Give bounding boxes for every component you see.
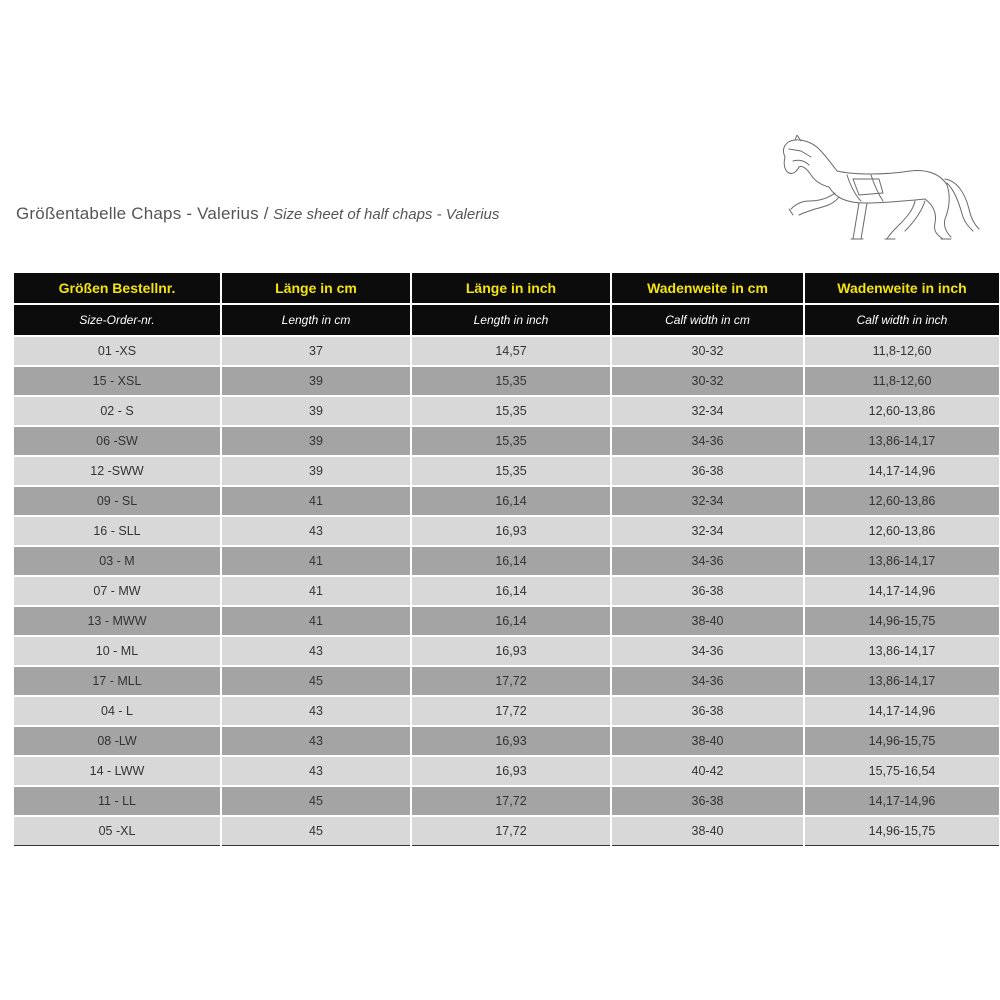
size-order-cell: 16 - SLL: [13, 516, 221, 546]
table-row: [13, 426, 1000, 456]
table-row: [13, 366, 1000, 396]
length-cm-cell: 39: [221, 366, 411, 396]
horse-sketch-icon: [775, 135, 980, 245]
size-order-cell: 06 -SW: [13, 426, 221, 456]
length-inch-cell: 16,14: [411, 576, 611, 606]
length-cm-cell: 45: [221, 666, 411, 696]
size-order-cell: 01 -XS: [13, 336, 221, 366]
calf-cm-cell: 34-36: [611, 636, 804, 666]
length-inch-cell: 16,93: [411, 726, 611, 756]
size-order-cell: 17 - MLL: [13, 666, 221, 696]
calf-inch-cell: 14,17-14,96: [804, 696, 1000, 726]
calf-inch-cell: 12,60-13,86: [804, 396, 1000, 426]
calf-inch-cell: 12,60-13,86: [804, 486, 1000, 516]
calf-inch-cell: 14,96-15,75: [804, 606, 1000, 636]
calf-cm-cell: 36-38: [611, 576, 804, 606]
calf-inch-cell: 12,60-13,86: [804, 516, 1000, 546]
calf-inch-cell: 13,86-14,17: [804, 636, 1000, 666]
length-inch-cell: 15,35: [411, 456, 611, 486]
calf-cm-cell: 40-42: [611, 756, 804, 786]
header-length-inch-de: Länge in inch: [411, 272, 611, 304]
title-german: Größentabelle Chaps - Valerius /: [16, 204, 269, 223]
length-inch-cell: 17,72: [411, 816, 611, 846]
length-cm-cell: 43: [221, 516, 411, 546]
length-cm-cell: 39: [221, 396, 411, 426]
header-row-german: [13, 272, 1000, 304]
calf-inch-cell: 13,86-14,17: [804, 666, 1000, 696]
length-cm-cell: 45: [221, 786, 411, 816]
header-length-inch-en: Length in inch: [411, 304, 611, 336]
table-row: [13, 726, 1000, 756]
size-order-cell: 04 - L: [13, 696, 221, 726]
calf-cm-cell: 32-34: [611, 396, 804, 426]
header-calf-cm-de: Wadenweite in cm: [611, 272, 804, 304]
header-calf-inch-en: Calf width in inch: [804, 304, 1000, 336]
calf-cm-cell: 36-38: [611, 456, 804, 486]
table-row: [13, 486, 1000, 516]
calf-cm-cell: 38-40: [611, 726, 804, 756]
length-cm-cell: 43: [221, 636, 411, 666]
table-row: [13, 666, 1000, 696]
page-title: [16, 204, 499, 224]
header-length-cm-de: Länge in cm: [221, 272, 411, 304]
length-cm-cell: 41: [221, 606, 411, 636]
length-inch-cell: 15,35: [411, 426, 611, 456]
length-cm-cell: 39: [221, 456, 411, 486]
table-row: [13, 696, 1000, 726]
table-row: [13, 336, 1000, 366]
table-row: [13, 786, 1000, 816]
size-order-cell: 10 - ML: [13, 636, 221, 666]
length-cm-cell: 37: [221, 336, 411, 366]
header-calf-cm-en: Calf width in cm: [611, 304, 804, 336]
calf-inch-cell: 13,86-14,17: [804, 426, 1000, 456]
size-order-cell: 09 - SL: [13, 486, 221, 516]
calf-cm-cell: 34-36: [611, 546, 804, 576]
calf-cm-cell: 38-40: [611, 816, 804, 846]
calf-inch-cell: 14,17-14,96: [804, 576, 1000, 606]
header-row-english: [13, 304, 1000, 336]
calf-inch-cell: 14,96-15,75: [804, 816, 1000, 846]
size-order-cell: 08 -LW: [13, 726, 221, 756]
calf-cm-cell: 32-34: [611, 516, 804, 546]
length-inch-cell: 15,35: [411, 366, 611, 396]
table-row: [13, 636, 1000, 666]
calf-cm-cell: 36-38: [611, 786, 804, 816]
table-row: [13, 756, 1000, 786]
size-order-cell: 02 - S: [13, 396, 221, 426]
title-english: Size sheet of half chaps - Valerius: [273, 206, 500, 223]
size-order-cell: 05 -XL: [13, 816, 221, 846]
length-cm-cell: 43: [221, 726, 411, 756]
length-inch-cell: 16,93: [411, 756, 611, 786]
length-cm-cell: 43: [221, 756, 411, 786]
calf-inch-cell: 14,17-14,96: [804, 456, 1000, 486]
header-size-order-de: Größen Bestellnr.: [13, 272, 221, 304]
length-cm-cell: 41: [221, 486, 411, 516]
size-order-cell: 13 - MWW: [13, 606, 221, 636]
length-inch-cell: 15,35: [411, 396, 611, 426]
length-cm-cell: 41: [221, 576, 411, 606]
calf-inch-cell: 11,8-12,60: [804, 336, 1000, 366]
size-order-cell: 03 - M: [13, 546, 221, 576]
length-inch-cell: 17,72: [411, 786, 611, 816]
size-order-cell: 15 - XSL: [13, 366, 221, 396]
length-cm-cell: 45: [221, 816, 411, 846]
size-order-cell: 07 - MW: [13, 576, 221, 606]
table-row: [13, 456, 1000, 486]
calf-cm-cell: 34-36: [611, 666, 804, 696]
calf-inch-cell: 13,86-14,17: [804, 546, 1000, 576]
table-row: [13, 576, 1000, 606]
length-inch-cell: 16,93: [411, 636, 611, 666]
calf-cm-cell: 36-38: [611, 696, 804, 726]
length-inch-cell: 14,57: [411, 336, 611, 366]
calf-cm-cell: 34-36: [611, 426, 804, 456]
calf-inch-cell: 14,17-14,96: [804, 786, 1000, 816]
length-inch-cell: 17,72: [411, 696, 611, 726]
calf-inch-cell: 11,8-12,60: [804, 366, 1000, 396]
table-row: [13, 546, 1000, 576]
length-inch-cell: 17,72: [411, 666, 611, 696]
size-order-cell: 11 - LL: [13, 786, 221, 816]
size-order-cell: 14 - LWW: [13, 756, 221, 786]
header-calf-inch-de: Wadenweite in inch: [804, 272, 1000, 304]
size-table: [12, 271, 1000, 846]
calf-cm-cell: 32-34: [611, 486, 804, 516]
calf-cm-cell: 38-40: [611, 606, 804, 636]
length-inch-cell: 16,14: [411, 486, 611, 516]
length-cm-cell: 39: [221, 426, 411, 456]
calf-inch-cell: 14,96-15,75: [804, 726, 1000, 756]
table-row: [13, 396, 1000, 426]
size-order-cell: 12 -SWW: [13, 456, 221, 486]
header-size-order-en: Size-Order-nr.: [13, 304, 221, 336]
length-cm-cell: 43: [221, 696, 411, 726]
calf-inch-cell: 15,75-16,54: [804, 756, 1000, 786]
length-inch-cell: 16,14: [411, 606, 611, 636]
table-body: [13, 336, 1000, 846]
table-row: [13, 516, 1000, 546]
header-length-cm-en: Length in cm: [221, 304, 411, 336]
table-row: [13, 816, 1000, 846]
table-row: [13, 606, 1000, 636]
calf-cm-cell: 30-32: [611, 336, 804, 366]
length-inch-cell: 16,93: [411, 516, 611, 546]
length-cm-cell: 41: [221, 546, 411, 576]
calf-cm-cell: 30-32: [611, 366, 804, 396]
length-inch-cell: 16,14: [411, 546, 611, 576]
